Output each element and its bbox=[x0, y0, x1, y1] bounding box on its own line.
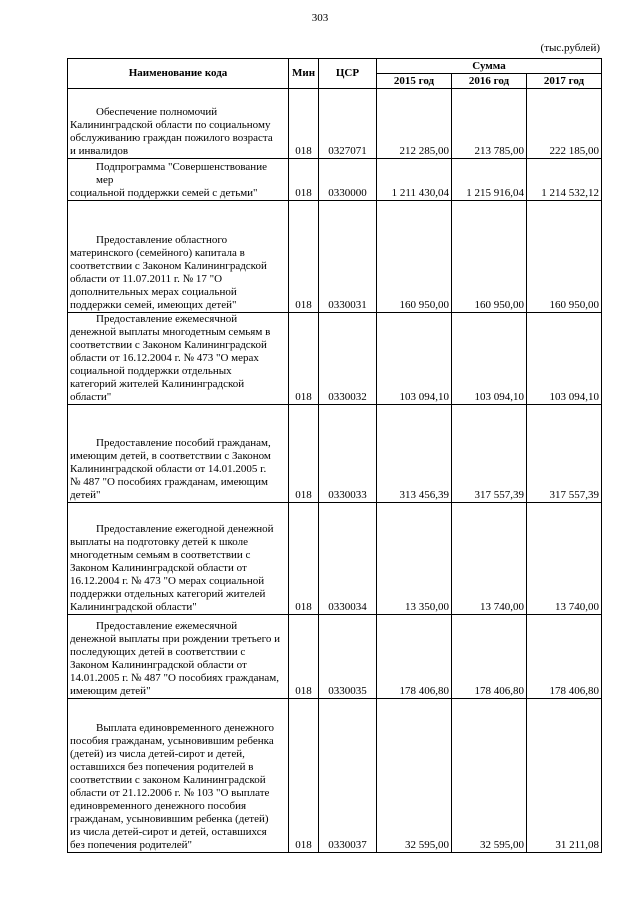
row-csr-cell: 0327071 bbox=[319, 89, 377, 159]
row-csr-cell: 0330031 bbox=[319, 201, 377, 313]
row-sum-2015: 313 456,39 bbox=[377, 405, 452, 503]
header-year-2015: 2015 год bbox=[377, 74, 452, 89]
row-name-cell bbox=[68, 201, 289, 313]
row-name-line: гражданам, усыновившим ребенка (детей) bbox=[70, 813, 269, 825]
row-name-line: социальной поддержки семей с детьми" bbox=[70, 187, 258, 199]
row-name-line: Предоставление ежемесячной bbox=[96, 620, 238, 632]
row-name-line: Обеспечение полномочий bbox=[96, 106, 218, 118]
row-sum-2016: 213 785,00 bbox=[452, 89, 527, 159]
row-name-line: из числа детей-сирот и детей, оставшихся bbox=[70, 826, 267, 838]
row-name-line: и инвалидов bbox=[70, 145, 129, 157]
row-name-line: 14.01.2005 г. № 487 "О пособиях гражданам, bbox=[70, 672, 279, 684]
row-name-line: Предоставление областного bbox=[96, 234, 228, 246]
row-sum-2017: 160 950,00 bbox=[527, 201, 602, 313]
row-name-line: многодетным семьям в соответствии с bbox=[70, 549, 251, 561]
row-name-line: соответствии с Законом Калининградской bbox=[70, 339, 267, 351]
row-sum-2016: 317 557,39 bbox=[452, 405, 527, 503]
row-min-cell: 018 bbox=[289, 503, 319, 615]
row-min-cell: 018 bbox=[289, 405, 319, 503]
table-body bbox=[68, 89, 602, 853]
header-year-2017: 2017 год bbox=[527, 74, 602, 89]
row-min-cell: 018 bbox=[289, 159, 319, 201]
row-name-line: Предоставление пособий гражданам, bbox=[96, 437, 271, 449]
row-name-line: имеющим детей, в соответствии с Законом bbox=[70, 450, 271, 462]
row-sum-2016: 1 215 916,04 bbox=[452, 159, 527, 201]
row-name-line: Предоставление ежемесячной bbox=[96, 313, 238, 325]
row-name-line: Законом Калининградской области от bbox=[70, 562, 247, 574]
units-label: (тыс.рублей) bbox=[540, 42, 600, 54]
table-row bbox=[68, 89, 602, 159]
row-name-line: последующих детей в соответствии с bbox=[70, 646, 246, 658]
row-sum-2017: 317 557,39 bbox=[527, 405, 602, 503]
row-min-cell: 018 bbox=[289, 201, 319, 313]
row-csr-cell: 0330035 bbox=[319, 615, 377, 699]
row-sum-2016: 103 094,10 bbox=[452, 313, 527, 405]
row-sum-2016: 32 595,00 bbox=[452, 699, 527, 853]
row-name-line: Калининградской области" bbox=[70, 601, 197, 613]
header-csr: ЦСР bbox=[319, 59, 377, 89]
row-sum-2016: 178 406,80 bbox=[452, 615, 527, 699]
header-name: Наименование кода bbox=[68, 59, 289, 89]
table-row bbox=[68, 615, 602, 699]
table-row bbox=[68, 159, 602, 201]
row-sum-2017: 103 094,10 bbox=[527, 313, 602, 405]
row-sum-2015: 178 406,80 bbox=[377, 615, 452, 699]
row-csr-cell: 0330037 bbox=[319, 699, 377, 853]
row-name-line: области от 21.12.2006 г. № 103 "О выплате bbox=[70, 787, 270, 799]
row-name-line: соответствии с Законом Калининградской bbox=[70, 260, 267, 272]
row-min-cell: 018 bbox=[289, 313, 319, 405]
page-number: 303 bbox=[311, 12, 329, 24]
row-sum-2017: 13 740,00 bbox=[527, 503, 602, 615]
row-csr-cell: 0330034 bbox=[319, 503, 377, 615]
row-name-cell bbox=[68, 159, 289, 201]
budget-table bbox=[67, 58, 602, 853]
table-row bbox=[68, 201, 602, 313]
row-name-cell bbox=[68, 405, 289, 503]
row-sum-2016: 160 950,00 bbox=[452, 201, 527, 313]
row-name-line: Выплата единовременного денежного bbox=[96, 722, 275, 734]
row-sum-2015: 1 211 430,04 bbox=[377, 159, 452, 201]
row-sum-2015: 160 950,00 bbox=[377, 201, 452, 313]
row-name-line: дополнительных мерах социальной bbox=[70, 286, 237, 298]
row-sum-2017: 222 185,00 bbox=[527, 89, 602, 159]
table-row bbox=[68, 313, 602, 405]
row-name-line: области от 11.07.2011 г. № 17 "О bbox=[70, 273, 223, 285]
row-csr-cell: 0330033 bbox=[319, 405, 377, 503]
row-name-line: области" bbox=[70, 391, 112, 403]
row-name-line: единовременного денежного пособия bbox=[70, 800, 247, 812]
row-sum-2015: 32 595,00 bbox=[377, 699, 452, 853]
row-sum-2015: 212 285,00 bbox=[377, 89, 452, 159]
row-name-cell bbox=[68, 89, 289, 159]
row-csr-cell: 0330032 bbox=[319, 313, 377, 405]
row-name-line: денежной выплаты при рождении третьего и bbox=[70, 633, 281, 645]
row-name-line: Законом Калининградской области от bbox=[70, 659, 247, 671]
row-sum-2017: 1 214 532,12 bbox=[527, 159, 602, 201]
row-name-line: социальной поддержки отдельных bbox=[70, 365, 232, 377]
row-name-cell bbox=[68, 503, 289, 615]
row-name-line: без попечения родителей" bbox=[70, 839, 193, 851]
row-name-line: выплаты на подготовку детей к школе bbox=[70, 536, 248, 548]
row-sum-2015: 103 094,10 bbox=[377, 313, 452, 405]
table-row bbox=[68, 503, 602, 615]
row-name-line: денежной выплаты многодетным семьям в bbox=[70, 326, 271, 338]
row-name-line: оставшихся без попечения родителей в bbox=[70, 761, 254, 773]
row-csr-cell: 0330000 bbox=[319, 159, 377, 201]
row-name-line: поддержки семей, имеющих детей" bbox=[70, 299, 237, 311]
row-sum-2016: 13 740,00 bbox=[452, 503, 527, 615]
row-name-cell bbox=[68, 699, 289, 853]
row-name-line: Калининградской области от 14.01.2005 г. bbox=[70, 463, 267, 475]
row-name-cell bbox=[68, 313, 289, 405]
row-min-cell: 018 bbox=[289, 89, 319, 159]
row-name-line: материнского (семейного) капитала в bbox=[70, 247, 245, 259]
row-name-line: поддержки отдельных категорий жителей bbox=[70, 588, 266, 600]
row-name-line: Калининградской области по социальному bbox=[70, 119, 271, 131]
table-row bbox=[68, 699, 602, 853]
row-name-line: соответствии с законом Калининградской bbox=[70, 774, 266, 786]
row-sum-2017: 178 406,80 bbox=[527, 615, 602, 699]
row-sum-2015: 13 350,00 bbox=[377, 503, 452, 615]
table-row bbox=[68, 405, 602, 503]
header-min: Мин bbox=[289, 59, 319, 89]
row-name-cell bbox=[68, 615, 289, 699]
row-name-line: имеющим детей" bbox=[70, 685, 151, 697]
row-name-line: Подпрограмма "Совершенствование мер bbox=[96, 161, 267, 186]
row-name-line: № 487 "О пособиях гражданам, имеющим bbox=[70, 476, 268, 488]
header-year-2016: 2016 год bbox=[452, 74, 527, 89]
row-sum-2017: 31 211,08 bbox=[527, 699, 602, 853]
row-min-cell: 018 bbox=[289, 699, 319, 853]
row-name-line: детей" bbox=[70, 489, 101, 501]
row-name-line: категорий жителей Калининградской bbox=[70, 378, 245, 390]
row-min-cell: 018 bbox=[289, 615, 319, 699]
row-name-line: обслуживанию граждан пожилого возраста bbox=[70, 132, 273, 144]
row-name-line: пособия гражданам, усыновившим ребенка bbox=[70, 735, 274, 747]
header-sum: Сумма bbox=[377, 59, 602, 74]
row-name-line: 16.12.2004 г. № 473 "О мерах социальной bbox=[70, 575, 265, 587]
row-name-line: (детей) из числа детей-сирот и детей, bbox=[70, 748, 245, 760]
row-name-line: Предоставление ежегодной денежной bbox=[96, 523, 274, 535]
row-name-line: области от 16.12.2004 г. № 473 "О мерах bbox=[70, 352, 259, 364]
